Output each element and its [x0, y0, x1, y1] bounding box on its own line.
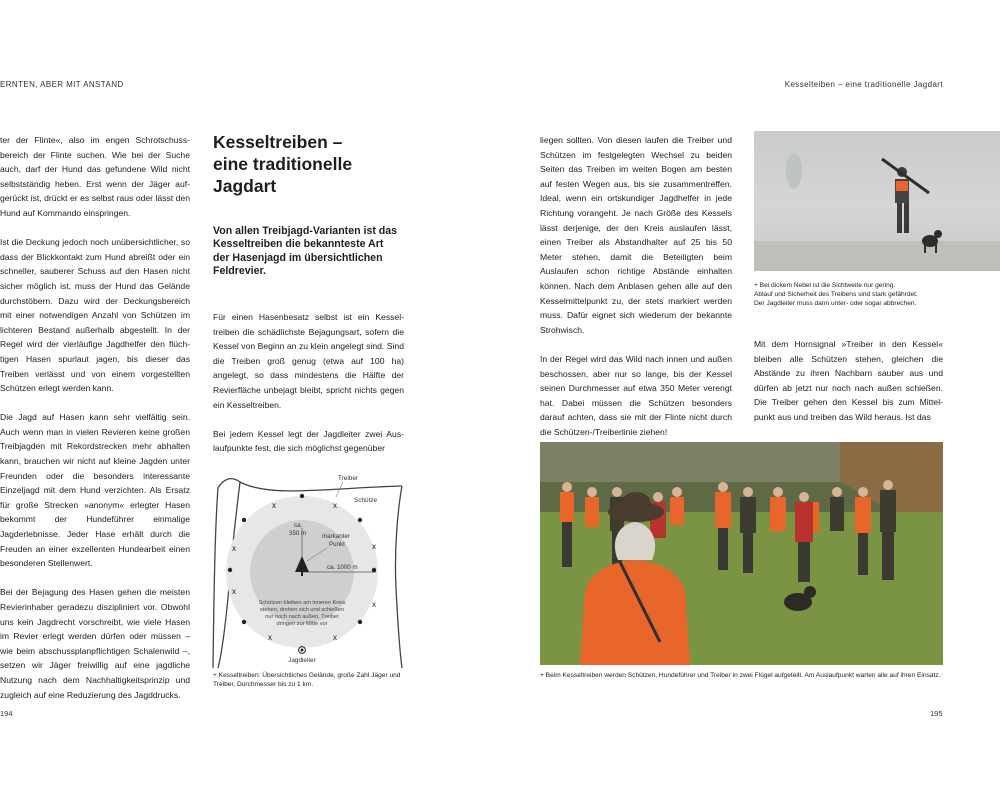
- treiber-dot: [228, 568, 232, 572]
- schuetze-marker: x: [372, 542, 376, 551]
- inner-text-line: dringen zur Mitte vor: [276, 621, 328, 627]
- schuetze-marker: x: [232, 544, 236, 553]
- kesseltreiben-diagram: [210, 468, 410, 668]
- paragraph: In der Regel wird das Wild nach innen und außen beschossen, aber nur so lange, bis der Kessel seinen Durchmesser auf etwa 350 Meter verengt hat. Dabei müssen die Schützen besonders darauf achten, dass sie mit der Flinte nicht durch die Schützen-/Treiberlinie ziehen!: [540, 353, 732, 437]
- treiber-dot: [242, 518, 246, 522]
- schuetze-marker: x: [333, 501, 337, 510]
- blaze-vest: [896, 181, 908, 191]
- hunting-group-photo: [540, 442, 943, 665]
- hunting-group-scene: [540, 442, 943, 665]
- paragraph: Für einen Hasenbesatz selbst ist ein Kesseltreiben die schädlichste Bejagungsart, sofern die Kessel von Beginn an zu klein angelegt sind. Sind die Treiben groß genug (etwa auf 100 ha) angelegt, so dass mindestens die Hälfte der Revierfläche unbejagt bleibt, spricht nichts gegen ein Kesseltreiben.: [213, 312, 404, 410]
- hunter-figure: [560, 492, 574, 522]
- label-diameter: ca. 1000 m: [327, 564, 358, 571]
- paragraph: Bei der Bejagung des Hasen gehen die meisten Revierinhaber geradezu diszipliniert vor. Obwohl uns kein Jagdrecht vorschreibt, wie viele Hasen im Revier erlegt werden dürfen oder müssen – wie beim abschussplanpflichtigen Schalenwild –, setzen wir Jäger freiwillig auf eine jagdliche Nutzung nach dem Nachhaltigkeitsprinzip und zugleich auf eine Reduzierung des Jagddrucks.: [0, 587, 190, 700]
- column-2: [213, 310, 404, 471]
- label-treiber: Treiber: [338, 475, 359, 482]
- page-number-left: 194: [0, 709, 13, 718]
- schuetze-marker: x: [372, 600, 376, 609]
- treiber-dot: [358, 620, 362, 624]
- treiber-dot: [242, 620, 246, 624]
- hunter-figure: [670, 497, 684, 525]
- inner-text-line: nur noch nach außen, Treiber: [265, 614, 339, 620]
- field-boundary-right: [395, 486, 402, 668]
- hunter-figure: [855, 497, 871, 533]
- column-3: [540, 133, 732, 454]
- foreground-hunter: [580, 560, 690, 665]
- schuetze-marker: x: [268, 633, 272, 642]
- inner-text-line: stehen, drehen sich und schießen: [260, 607, 344, 613]
- paragraph: Die Jagd auf Hasen kann sehr vielfältig sein. Auch wenn man in vielen Revieren keine großen Treibjagden mit Rekordstrecken mehr abhalten kann, brauchen wir nicht auf kleine Jagden unter Freunden oder die besonders interessante Einzeljagd mit dem Hund verzichten. Als Ersatz für große Strecken »anonym« erlegter Hasen bekommt der Hundeführer einmalige Jagderlebnisse. Jeder Hase erhält durch die Freuden an einer exzellenten Hundearbeit einen besonderen Stellenwert.: [0, 412, 190, 569]
- page-number-right: 195: [930, 709, 943, 718]
- fog-scene: [754, 131, 1000, 271]
- hunter-figure: [830, 497, 844, 531]
- label-punkt: Punkt: [329, 541, 345, 548]
- paragraph: ter der Flinte«, also im engen Schrotschussbereich der Flinte suchen. Wie bei der Suche auch, darf der Hund das gefundene Wild nicht selbstständig heben. Erst wenn der Jäger aufgerückt ist, drückt er es selbst raus oder lässt den Hund auf Kommando einspringen.: [0, 135, 190, 218]
- hunter-figure: [795, 502, 813, 542]
- schuetze-marker: x: [333, 633, 337, 642]
- tree-trunk: [301, 572, 303, 576]
- paragraph: Ist die Deckung jedoch noch unübersichtlicher, so dass der Blickkontakt zum Hund abreißt oder ein schneller, sauberer Schuss auf den Hasen nicht sicher möglich ist, muss der Hund das Gelände durchstöbern. Dazu wird der Deckungsbereich mit einer notwendigen Anzahl von Schützen im lichteren Bestand außerhalb abgestellt. In der Regel wird der vierläufige Jagdhelfer den flüchtigen Hasen spurlaut jagen, bis dieser das Treiben verlässt und von einem vorgestellten Schützen erlegt werden kann.: [0, 237, 190, 394]
- label-radius: ca.: [294, 522, 303, 529]
- hunter-figure: [880, 490, 896, 532]
- fog-photo-caption: + Bei dickem Nebel ist die Sichtweite nur gering. Ablauf und Sicherheit des Treibens sind stark gefährdet. Der Jagdleiter muss dann unter- oder sogar abbrechen.: [754, 282, 918, 307]
- field-boundary-top: [218, 479, 402, 491]
- treiber-dot: [358, 518, 362, 522]
- treiber-dot: [300, 494, 304, 498]
- label-jagdleiter: Jagdleiter: [288, 657, 316, 664]
- fog-photo: [754, 131, 1000, 271]
- paragraph: Bei jedem Kessel legt der Jagdleiter zwei Auslaufpunkte fest, die sich möglichst gegenüber: [213, 428, 404, 454]
- section-lead: Von allen Treibjagd-Varianten ist das Kesseltreiben die bekannteste Art der Hasenjagd im übersichtlichen Feldrevier.: [213, 225, 398, 278]
- column-1: [0, 133, 190, 717]
- running-header-right: Kesselteiben – eine traditionelle Jagdart: [784, 80, 943, 89]
- treiber-dot: [372, 568, 376, 572]
- paragraph: Mit dem Hornsignal »Treiber in den Kessel« bleiben alle Schützen stehen, gleichen die Abstände zu ihren Nachbarn sauber aus und dürfen ab jetzt nur noch nach außen schießen. Die Treiber gehen den Kessel bis zum Mittelpunkt aus und treiben das Wild heraus. Ist das: [754, 339, 943, 422]
- schuetze-marker: x: [272, 501, 276, 510]
- hunter-figure: [715, 492, 731, 528]
- label-radius-value: 350 m: [289, 530, 307, 537]
- hunter-figure: [740, 497, 756, 533]
- hunter-figure: [770, 497, 786, 531]
- diagram-caption: + Kesseltreiben: Übersichtliches Gelände, große Zahl Jäger und Treiber, Durchmesser bis zu 1 km.: [213, 672, 401, 688]
- column-4: [754, 337, 943, 439]
- label-schuetze: Schütze: [354, 497, 378, 504]
- schuetze-marker: x: [232, 587, 236, 596]
- field-boundary-outer: [213, 488, 218, 668]
- section-title: Kesseltreiben – eine traditionelle Jagdart: [213, 132, 353, 196]
- running-header-left: ERNTEN, ABER MIT ANSTAND: [0, 80, 124, 89]
- hunter-figure: [585, 497, 599, 527]
- group-photo-caption: + Beim Kesseltreiben werden Schützen, Hundeführer und Treiber in zwei Flügel aufgeteilt. Am Auslaufpunkt warten alle auf ihren Einsatz.: [540, 672, 941, 679]
- label-markanter: markanter: [322, 533, 350, 540]
- paragraph: liegen sollten. Von diesen laufen die Treiber und Schützen im festgelegten Wechsel zu beiden Seiten das Treiben im weiten Bogen am besten auf festen Wegen aus, bis sie zusammentreffen. Ideal, wenn ein ortskundiger Jagdhelfer in jede Richtung vorangeht. Je nach Größe des Kessels lässt derjenige, der den Kreis auslaufen lässt, einen Treiber als Abstandhalter auf 25 bis 50 Meter stehen, damit die Beteiligten beim Auslaufen schon richtige Abstände einhalten können. Nach dem Anblasen gehen alle auf den Kesselmittelpunkt zu, der stets markiert werden muss. Dafür eignet sich wiederum der bekannte Strohwisch.: [540, 135, 732, 335]
- inner-text-line: Schützen bleiben am inneren Kreis: [258, 600, 346, 606]
